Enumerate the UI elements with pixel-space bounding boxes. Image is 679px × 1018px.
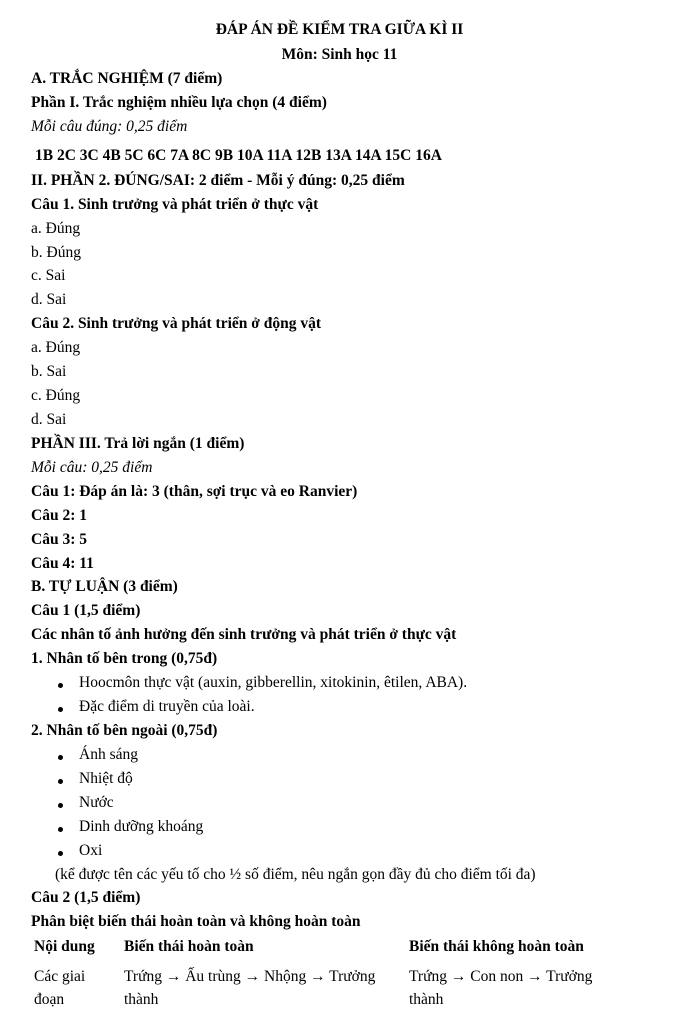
part-1-answers: 1B 2C 3C 4B 5C 6C 7A 8C 9B 10A 11A 12B 13A 14A 15C 16A [35, 147, 442, 164]
internal-factors-heading: 1. Nhân tố bên trong (0,75đ) [31, 650, 218, 667]
document-title: ĐÁP ÁN ĐỀ KIỂM TRA GIỮA KÌ II [215, 21, 464, 38]
part-3-answer: Câu 4: 11 [31, 555, 94, 572]
part-2-question-2-title: Câu 2. Sinh trưởng và phát triển ở động vật [31, 315, 322, 332]
bullet-icon [58, 755, 63, 760]
external-factor-item: Nước [79, 794, 114, 811]
part-2-question-2-item: c. Đúng [31, 387, 81, 404]
bullet-icon [58, 827, 63, 832]
part-3-note: Mỗi câu: 0,25 điểm [31, 459, 153, 476]
essay-question-2-title: Câu 2 (1,5 điểm) [31, 889, 141, 906]
scoring-note: (kể được tên các yếu tố cho ½ số điểm, nêu ngắn gọn đầy đủ cho điểm tối đa) [55, 866, 536, 883]
internal-factor-item: Đặc điểm di truyền của loài. [79, 698, 255, 715]
table-header-cell: Nội dung [34, 938, 95, 955]
bullet-icon [58, 707, 63, 712]
bullet-icon [58, 851, 63, 856]
table-cell: Trứng → Ấu trùng → Nhộng → Trưởng thành [124, 968, 376, 1008]
part-2-question-2-item: a. Đúng [31, 339, 81, 356]
part-1-heading: Phần I. Trắc nghiệm nhiều lựa chọn (4 điểm) [31, 94, 327, 111]
part-3-answer: Câu 1: Đáp án là: 3 (thân, sợi trục và eo Ranvier) [31, 483, 358, 500]
essay-question-1-title: Câu 1 (1,5 điểm) [31, 602, 141, 619]
part-3-answer: Câu 2: 1 [31, 507, 87, 524]
part-b-heading: B. TỰ LUẬN (3 điểm) [31, 578, 178, 595]
internal-factor-item: Hoocmôn thực vật (auxin, gibberellin, xitokinin, êtilen, ABA). [79, 674, 468, 691]
table-header-cell: Biến thái không hoàn toàn [409, 938, 584, 955]
table-header-cell: Biến thái hoàn toàn [124, 938, 254, 955]
external-factor-item: Oxi [79, 842, 103, 859]
essay-question-2-subtitle: Phân biệt biến thái hoàn toàn và không hoàn toàn [31, 913, 361, 930]
part-2-question-1-item: a. Đúng [31, 220, 81, 237]
bullet-icon [58, 779, 63, 784]
bullet-icon [58, 683, 63, 688]
table-row [31, 965, 632, 1011]
document-subject: Môn: Sinh học 11 [281, 46, 398, 63]
part-3-heading: PHẦN III. Trả lời ngắn (1 điểm) [31, 435, 245, 452]
essay-question-1-subtitle: Các nhân tố ảnh hưởng đến sinh trưởng và phát triển ở thực vật [31, 626, 457, 643]
table-header-row [31, 933, 632, 965]
part-2-question-2-item: b. Sai [31, 363, 67, 380]
table-cell: Trứng → Con non → Trưởng thành [409, 968, 593, 1008]
comparison-table [31, 933, 632, 1011]
part-2-question-1-item: d. Sai [31, 291, 67, 308]
external-factor-item: Nhiệt độ [79, 770, 133, 787]
part-2-heading: II. PHẦN 2. ĐÚNG/SAI: 2 điểm - Mỗi ý đúng: 0,25 điểm [31, 172, 405, 189]
part-3-answer: Câu 3: 5 [31, 531, 87, 548]
external-factor-item: Ánh sáng [79, 746, 138, 763]
external-factors-heading: 2. Nhân tố bên ngoài (0,75đ) [31, 722, 218, 739]
part-2-question-1-title: Câu 1. Sinh trưởng và phát triển ở thực vật [31, 196, 319, 213]
part-2-question-1-item: c. Sai [31, 267, 66, 284]
part-1-note: Mỗi câu đúng: 0,25 điểm [31, 118, 188, 135]
part-a-heading: A. TRẮC NGHIỆM (7 điểm) [31, 70, 223, 87]
part-2-question-1-item: b. Đúng [31, 244, 81, 261]
part-2-question-2-item: d. Sai [31, 411, 67, 428]
table-cell: Các giai đoạn [34, 968, 86, 1008]
bullet-icon [58, 803, 63, 808]
external-factor-item: Dinh dưỡng khoáng [79, 818, 204, 835]
